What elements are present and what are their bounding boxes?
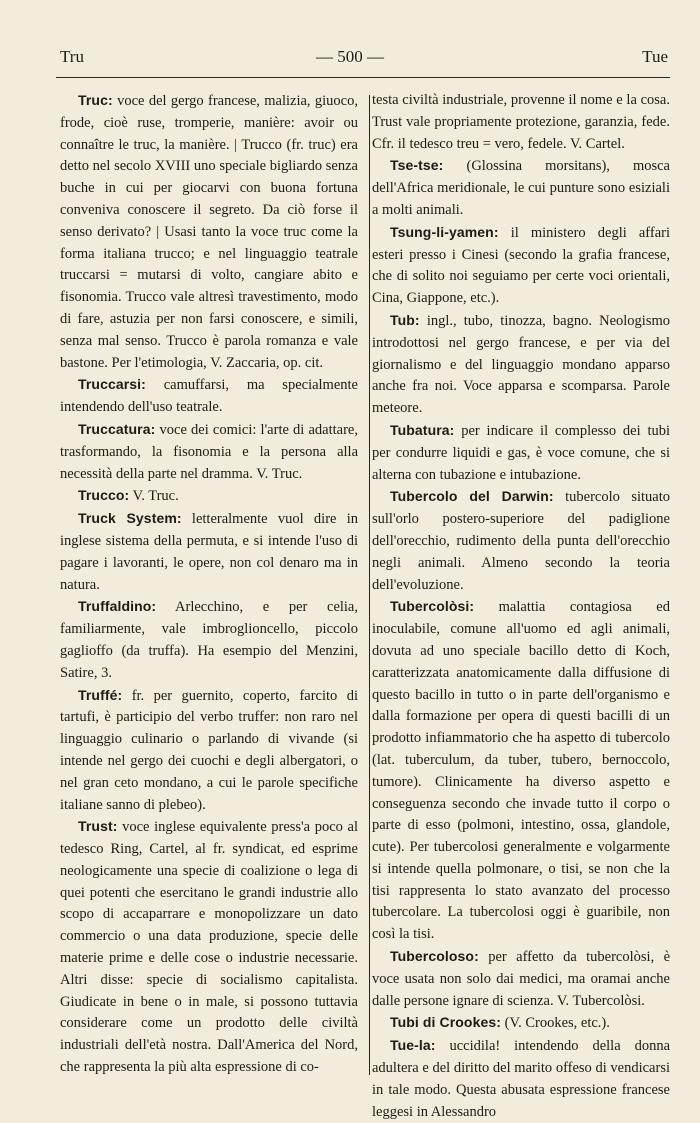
entry-headword: Trust: <box>78 818 118 835</box>
dictionary-entry <box>372 946 670 1012</box>
entry-headword: Tubercoloso: <box>390 948 479 965</box>
dictionary-entry <box>60 685 358 817</box>
entry-headword: Truck System: <box>78 510 182 527</box>
entry-headword: Tubi di Crookes: <box>390 1014 502 1031</box>
entry-headword: Tse-tse: <box>390 157 444 174</box>
entry-definition: ingl., tubo, tinozza, bagno. Neologismo introdottosi nel gergo francese, e per via del giornalismo e del linguaggio mondano apparso anche fra noi. Voce apparsa e scomparsa. Parole meteore. <box>372 312 670 417</box>
entry-definition: V. Truc. <box>132 488 179 505</box>
running-header <box>0 0 700 70</box>
entry-definition: (V. Crookes, etc.). <box>504 1015 610 1032</box>
entry-definition: il ministero degli affari esteri presso i Cinesi (secondo la grafia francese, che di solito noi seguiamo per certe voci orientali, Cina, Giappone, etc.). <box>372 224 671 307</box>
dictionary-entry <box>60 485 358 508</box>
right-column <box>372 90 671 1120</box>
header-left-guide-word: Tru <box>60 47 84 66</box>
dictionary-entry <box>372 1012 670 1035</box>
entry-headword: Tubercolòsi: <box>390 598 475 615</box>
entry-definition: per indicare il complesso dei tubi per condurre liquidi e gas, è voce comune, che si alterna con tubazione e intubazione. <box>372 422 670 483</box>
entry-definition: voce inglese equivalente press'a poco al tedesco Ring, Cartel, al fr. syndicat, ed esprime neologicamente una specie di coalizione o lega di quei potenti che esercitano le grandi industrie allo scopo di accaparrare e monopolizzare un dato commercio o una data produzione, specie delle materie prime e delle cose o industrie necessarie. Altri disse: specie di socialismo capitalista. Giudicate in bene o in male, si possono tuttavia considerare come un prodotto delle civiltà industriali dell'età nostra. Dall'America del Nord, che rappresenta la più alta espressione di co- <box>60 819 358 1076</box>
entry-definition: camuffarsi, ma specialmente intendendo dell'uso teatrale. <box>60 377 358 416</box>
entry-headword: Trucco: <box>78 487 130 504</box>
page-number: — 500 — <box>316 47 384 66</box>
entry-headword: Tsung-li-yamen: <box>390 223 499 240</box>
entry-definition: letteralmente vuol dire in inglese sistema della permuta, e si intende l'uso di pagare i lavoranti, le opere, non col denaro ma in natura. <box>60 511 358 593</box>
entry-headword: Truc: <box>78 92 113 108</box>
entry-definition: uccidila! intendendo della donna adultera e del diritto del marito offeso di vendicarsi in tale modo. Questa abusata espressione francese leggesi in Alessandro <box>372 1038 671 1120</box>
dictionary-entry <box>60 419 358 485</box>
dictionary-entry <box>60 816 358 1079</box>
dictionary-entry <box>60 374 358 419</box>
dictionary-entry <box>60 508 358 596</box>
dictionary-entry <box>372 90 670 155</box>
entry-definition: malattia contagiosa ed inoculabile, comune all'uomo ed agli animali, dovuta ad uno speciale bacillo detto di Koch, caratterizzata anatomicamente dalla diffusione di questo bacillo in tutto o in parte dell'organismo e dalla formazione per opera di questi bacilli di un prodotto infiammatorio che ha aspetto di tubercolo (lat. tuberculum, da tuber, tubero, bernoccolo, tumore). Clinicamente ha diverso aspetto e conseguenza secondo che invade tutto il corpo o parte di esso (polmoni, intestino, ossa, glandole, cute). Per tubercolosi generalmente e volgarmente si intende quella polmonare, o tisi, se non che la tisi rappresenta lo stato avanzato del processo tubercolare. La tubercolosi oggi è guaribile, non così la tisi. <box>372 599 670 943</box>
dictionary-entry <box>372 1035 670 1123</box>
left-column <box>60 90 358 1090</box>
entry-headword: Truccarsi: <box>78 376 146 393</box>
dictionary-entry <box>372 596 670 946</box>
entry-definition: voce del gergo francese, malizia, giuoco, frode, cioè ruse, tromperie, manière: avoir ou connaître le truc, la manière. | Trucco (fr. truc) era detto nel secolo XVIII uno speciale bigliardo senza buche in cui per giocarvi con buona fortuna conveniva conoscere il segreto. Da ciò forse il senso derivato? | Usasi tanto la voce truc come la forma italiana trucco; e nel linguaggio teatrale truccarsi = mutarsi di volto, cangiare abito e fisonomia. Trucco vale altresì travestimento, modo di fare, astuzia per non farsi conoscere, e simili, senza mal senso. Trucco è parola romanza e vale bastone. Per l'etimologia, V. Zaccaria, op. cit. <box>60 93 358 371</box>
dictionary-entry <box>372 486 670 596</box>
text-columns <box>60 90 671 1120</box>
entry-headword: Truccatura: <box>78 420 156 437</box>
entry-definition: (Glossina morsitans), mosca dell'Africa meridionale, le cui punture sono esiziali a molti animali. <box>372 158 670 218</box>
entry-headword: Tubatura: <box>390 421 455 438</box>
entry-definition: fr. per guernito, coperto, farcito di tartufi, è participio del verbo truffer: non raro nel linguaggio culinario o parlando di vivande (si intende nel gergo dei cuochi e degli albergatori, o nel gran ceto mondano, a cui le parole specifiche italiane sanno di plebeo). <box>60 687 358 813</box>
header-right-guide-word: Tue <box>642 47 668 66</box>
dictionary-entry <box>372 310 670 420</box>
entry-headword: Tue-la: <box>390 1037 436 1054</box>
entry-headword: Truffé: <box>78 686 123 703</box>
entry-definition: per affetto da tubercolòsi, è voce usata non solo dai medici, ma oramai anche dalle persone ignare di scienza. V. Tubercolòsi. <box>372 949 671 1009</box>
dictionary-entry <box>372 420 670 486</box>
entry-headword: Tubercolo del Darwin: <box>390 488 554 505</box>
entry-definition: tubercolo situato sull'orlo postero-superiore del padiglione dell'orecchio, rudimento della punta dell'orecchio negli animali. Almeno secondo la teoria dell'evoluzione. <box>372 489 670 593</box>
dictionary-entry <box>372 222 670 310</box>
entry-definition: voce dei comici: l'arte di adattare, trasformando, la fisonomia e la persona alla necessità della parte nel dramma. V. Truc. <box>60 421 358 482</box>
dictionary-entry <box>60 90 358 374</box>
dictionary-entry <box>60 596 358 684</box>
entry-headword: Tub: <box>390 311 420 328</box>
header-rule <box>56 77 670 78</box>
dictionary-entry <box>372 155 670 221</box>
entry-headword: Truffaldino: <box>78 598 157 615</box>
entry-definition: testa civiltà industriale, provenne il nome e la cosa. Trust vale propriamente protezione, garanzia, fede. Cfr. il tedesco treu = vero, fedele. V. Cartel. <box>372 92 670 152</box>
entry-definition: Arlecchino, e per celia, familiarmente, vale imbroglioncello, piccolo gaglioffo (da truffa). Ha esempio del Menzini, Satire, 3. <box>60 599 358 681</box>
